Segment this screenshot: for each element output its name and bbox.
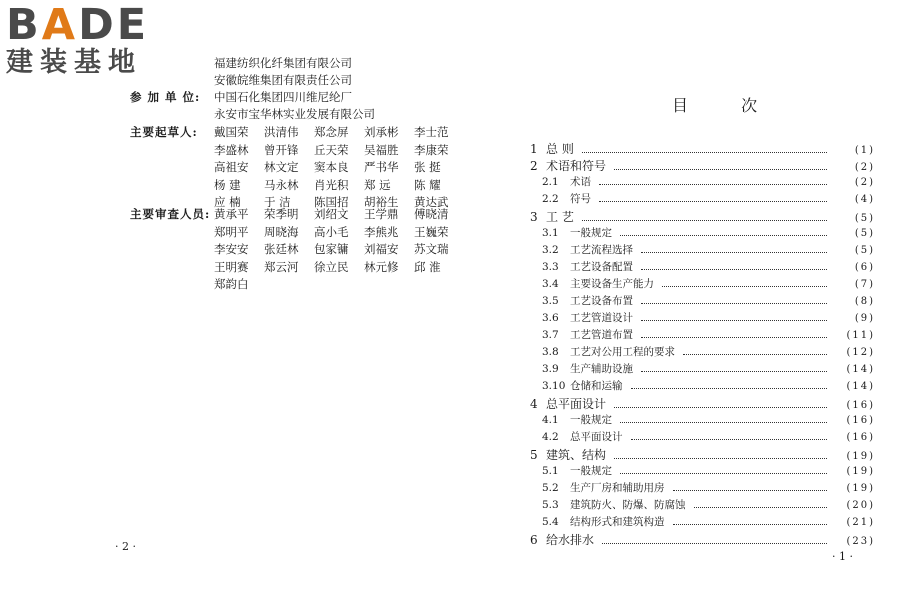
toc-leader-dots: [694, 506, 828, 508]
toc-entry-title: 一般规定: [570, 414, 612, 426]
toc-entry-title: 工艺设备布置: [570, 295, 633, 307]
toc-leader-dots: [631, 438, 828, 440]
name-row: [214, 141, 464, 159]
toc-entry-number: 3.9: [542, 363, 559, 375]
person-name: 李熊兆: [364, 224, 399, 239]
toc-entry-page: (8): [854, 296, 875, 307]
person-name: 郑韵白: [214, 277, 249, 291]
toc-entry-page: (16): [846, 432, 875, 443]
toc-entry-title: 建筑防火、防爆、防腐蚀: [570, 499, 686, 511]
toc-entry-title: 工艺管道设计: [570, 312, 633, 324]
toc-entry-page: (5): [854, 228, 875, 239]
toc-entry-page: (19): [846, 451, 875, 462]
toc-entry-page: (23): [846, 536, 875, 547]
toc-entry-title: 总平面设计: [546, 397, 607, 411]
toc-entry-number: 5.4: [542, 516, 559, 528]
toc-entry[interactable]: [530, 378, 875, 394]
toc-entry[interactable]: [530, 259, 875, 275]
person-name: 郑云河: [264, 259, 299, 274]
person-name: 戴国荣: [214, 125, 249, 139]
toc-entry-number: 3.4: [542, 278, 559, 290]
name-row: [214, 275, 264, 293]
toc-entry-number: 3.5: [542, 295, 559, 307]
person-name: 应 楠: [214, 195, 241, 209]
person-name: 洪清伟: [264, 125, 299, 139]
toc-entry[interactable]: [530, 480, 875, 496]
toc-entry-page: (20): [846, 500, 875, 511]
person-name: 胡裕生: [364, 195, 399, 209]
name-row: [214, 240, 464, 258]
page-number-right: · 1 ·: [832, 550, 853, 563]
toc-entry-number: 3.6: [542, 312, 559, 324]
toc-leader-dots: [641, 319, 827, 321]
toc-leader-dots: [620, 472, 827, 474]
person-name: 张廷林: [264, 242, 299, 256]
toc-entry-title: 总 则: [546, 142, 574, 156]
toc-entry-title: 给水排水: [546, 533, 595, 547]
person-name: 高小毛: [314, 224, 349, 239]
toc-entry-title: 术语: [570, 176, 591, 188]
toc-entry-title: 工艺设备配置: [570, 261, 633, 273]
person-name: 郑念屏: [314, 125, 349, 139]
toc-entry[interactable]: [530, 514, 875, 530]
person-name: 刘承彬: [364, 125, 399, 139]
person-name: 苏文瑞: [414, 242, 449, 256]
toc-entry-title: 生产辅助设施: [570, 363, 633, 375]
person-name: 林元修: [364, 259, 399, 274]
toc-entry-page: (6): [854, 262, 875, 273]
toc-entry-title: 结构形式和建筑构造: [570, 516, 665, 528]
org-line: 安徽皖维集团有限责任公司: [214, 73, 352, 87]
toc-entry[interactable]: [530, 157, 875, 173]
person-name: 李安安: [214, 242, 249, 256]
toc-entry[interactable]: [530, 208, 875, 224]
toc-entry[interactable]: [530, 191, 875, 207]
toc-leader-dots: [641, 336, 827, 338]
toc-leader-dots: [673, 523, 828, 525]
person-name: 窦本良: [314, 160, 349, 174]
toc-entry-number: 6: [530, 533, 538, 547]
person-name: 杨 建: [214, 177, 241, 192]
toc-entry[interactable]: [530, 140, 875, 156]
toc-leader-dots: [614, 457, 827, 459]
toc-leader-dots: [641, 268, 827, 270]
toc-entry[interactable]: [530, 429, 875, 445]
person-name: 李盛林: [214, 142, 249, 157]
person-name: 李康荣: [414, 142, 449, 157]
toc-entry-page: (2): [854, 177, 875, 188]
toc-entry-page: (14): [846, 364, 875, 375]
toc-entry-number: 4.1: [542, 414, 559, 426]
toc-entry-title: 工艺对公用工程的要求: [570, 346, 675, 358]
logo-subtext: 建装基地: [6, 47, 142, 78]
toc-entry-title: 生产厂房和辅助用房: [570, 482, 665, 494]
toc-entry-number: 5.1: [542, 465, 559, 477]
toc-leader-dots: [614, 168, 827, 170]
person-name: 黄承平: [214, 207, 249, 221]
person-name: 徐立民: [314, 259, 349, 274]
toc-leader-dots: [641, 370, 827, 372]
toc-entry-page: (1): [854, 145, 875, 156]
toc-entry[interactable]: [530, 310, 875, 326]
toc-entry-number: 2: [530, 159, 538, 173]
toc-leader-dots: [614, 406, 827, 408]
person-name: 张 挺: [414, 160, 441, 174]
toc-entry[interactable]: [530, 327, 875, 343]
toc-entry-page: (19): [846, 483, 875, 494]
toc-entry-title: 仓储和运输: [570, 380, 623, 392]
person-name: 肖光积: [314, 177, 349, 192]
toc-entry-number: 2.2: [542, 193, 559, 205]
toc-entry[interactable]: [530, 463, 875, 479]
person-name: 周晓海: [264, 224, 299, 239]
name-row: [214, 123, 464, 141]
toc-leader-dots: [599, 200, 827, 202]
person-name: 陈 耀: [414, 177, 441, 192]
toc-entry-title: 工艺管道布置: [570, 329, 633, 341]
toc-entry-page: (7): [854, 279, 875, 290]
person-name: 王巍荣: [414, 224, 449, 239]
name-row: [214, 205, 464, 223]
toc-entry[interactable]: [530, 174, 875, 190]
toc-entry-number: 1: [530, 142, 538, 156]
toc-entry[interactable]: [530, 344, 875, 360]
person-name: 高祖安: [214, 160, 249, 174]
person-name: 荣季明: [264, 207, 299, 221]
toc-leader-dots: [683, 353, 827, 355]
org-line: 福建纺织化纤集团有限公司: [214, 56, 352, 70]
person-name: 邱 淮: [414, 259, 441, 274]
toc-entry-page: (4): [854, 194, 875, 205]
toc-leader-dots: [631, 387, 828, 389]
toc-leader-dots: [673, 489, 828, 491]
person-name: 王学鼎: [364, 207, 399, 221]
toc-entry-page: (19): [846, 466, 875, 477]
toc-entry-page: (16): [846, 400, 875, 411]
name-row: [214, 176, 464, 194]
toc-entry[interactable]: [530, 497, 875, 513]
name-row: [214, 258, 464, 276]
toc-entry-number: 3: [530, 210, 538, 224]
toc-entry-number: 5.3: [542, 499, 559, 511]
person-name: 黄达武: [414, 195, 449, 209]
toc-leader-dots: [662, 285, 827, 287]
toc-entry-title: 一般规定: [570, 465, 612, 477]
person-name: 马永林: [264, 177, 299, 192]
toc-entry[interactable]: [530, 293, 875, 309]
toc-entry-title: 工艺流程选择: [570, 244, 633, 256]
participant-org: 永安市宝华林实业发展有限公司: [214, 107, 375, 121]
toc-entry[interactable]: [530, 242, 875, 258]
person-name: 丘天荣: [314, 142, 349, 157]
toc-leader-dots: [641, 251, 827, 253]
name-row: [214, 223, 464, 241]
person-name: 包家镛: [314, 242, 349, 256]
toc-entry[interactable]: [530, 531, 875, 547]
toc-title: 目 次: [672, 96, 782, 115]
person-name: 郑 远: [364, 177, 391, 192]
person-name: 李士范: [414, 125, 449, 139]
toc-entry-title: 一般规定: [570, 227, 612, 239]
participants-label: 参 加 单 位:: [130, 90, 201, 104]
toc-entry-number: 3.8: [542, 346, 559, 358]
toc-leader-dots: [599, 183, 827, 185]
toc-entry-number: 3.7: [542, 329, 559, 341]
toc-entry-page: (12): [846, 347, 875, 358]
toc-entry-title: 总平面设计: [570, 431, 623, 443]
toc-entry-page: (16): [846, 415, 875, 426]
toc-entry-number: 3.2: [542, 244, 559, 256]
toc-entry-number: 4.2: [542, 431, 559, 443]
person-name: 刘绍文: [314, 207, 349, 221]
toc-leader-dots: [582, 151, 827, 153]
person-name: 严书华: [364, 160, 399, 174]
toc-entry-page: (5): [854, 213, 875, 224]
toc-entry-number: 3.10: [542, 380, 566, 392]
toc-entry-number: 3.1: [542, 227, 559, 239]
person-name: 傅晓清: [414, 207, 449, 221]
toc-entry-number: 2.1: [542, 176, 559, 188]
toc-entry[interactable]: [530, 395, 875, 411]
toc-entry-page: (14): [846, 381, 875, 392]
participant-org: 中国石化集团四川维尼纶厂: [214, 90, 352, 104]
toc-leader-dots: [602, 542, 827, 544]
toc-leader-dots: [641, 302, 827, 304]
bade-logo: [6, 2, 176, 82]
toc-entry-title: 建筑、结构: [546, 448, 607, 462]
toc-entry-number: 5.2: [542, 482, 559, 494]
reviewers-label: 主要审查人员:: [130, 207, 211, 221]
drafters-label: 主要起草人:: [130, 125, 198, 139]
page-number-left: · 2 ·: [115, 540, 136, 553]
toc-entry-number: 3.3: [542, 261, 559, 273]
person-name: 曾开锋: [264, 142, 299, 157]
toc-entry-title: 术语和符号: [546, 159, 607, 173]
person-name: 刘福安: [364, 242, 399, 256]
person-name: 陈国招: [314, 195, 349, 209]
toc-entry-number: 5: [530, 448, 538, 462]
toc-entry[interactable]: [530, 446, 875, 462]
person-name: 王明赛: [214, 259, 249, 274]
toc-entry-title: 工 艺: [546, 210, 574, 224]
toc-entry[interactable]: [530, 225, 875, 241]
toc-entry-number: 4: [530, 397, 538, 411]
toc-leader-dots: [620, 421, 827, 423]
person-name: 于 洁: [264, 195, 291, 209]
person-name: 吴福胜: [364, 142, 399, 157]
toc-entry-page: (11): [846, 330, 875, 341]
toc-entry-page: (5): [854, 245, 875, 256]
toc-entry-title: 主要设备生产能力: [570, 278, 654, 290]
toc-entry-page: (9): [854, 313, 875, 324]
toc-entry-page: (21): [846, 517, 875, 528]
toc-entry-title: 符号: [570, 193, 591, 205]
toc-entry[interactable]: [530, 412, 875, 428]
person-name: 林文定: [264, 160, 299, 174]
toc-entry-page: (2): [854, 162, 875, 173]
toc-entry[interactable]: [530, 276, 875, 292]
toc-entry[interactable]: [530, 361, 875, 377]
person-name: 郑明平: [214, 224, 249, 239]
toc-leader-dots: [620, 234, 827, 236]
name-row: [214, 158, 464, 176]
toc-leader-dots: [582, 219, 827, 221]
logo-text: BADE: [6, 0, 150, 50]
